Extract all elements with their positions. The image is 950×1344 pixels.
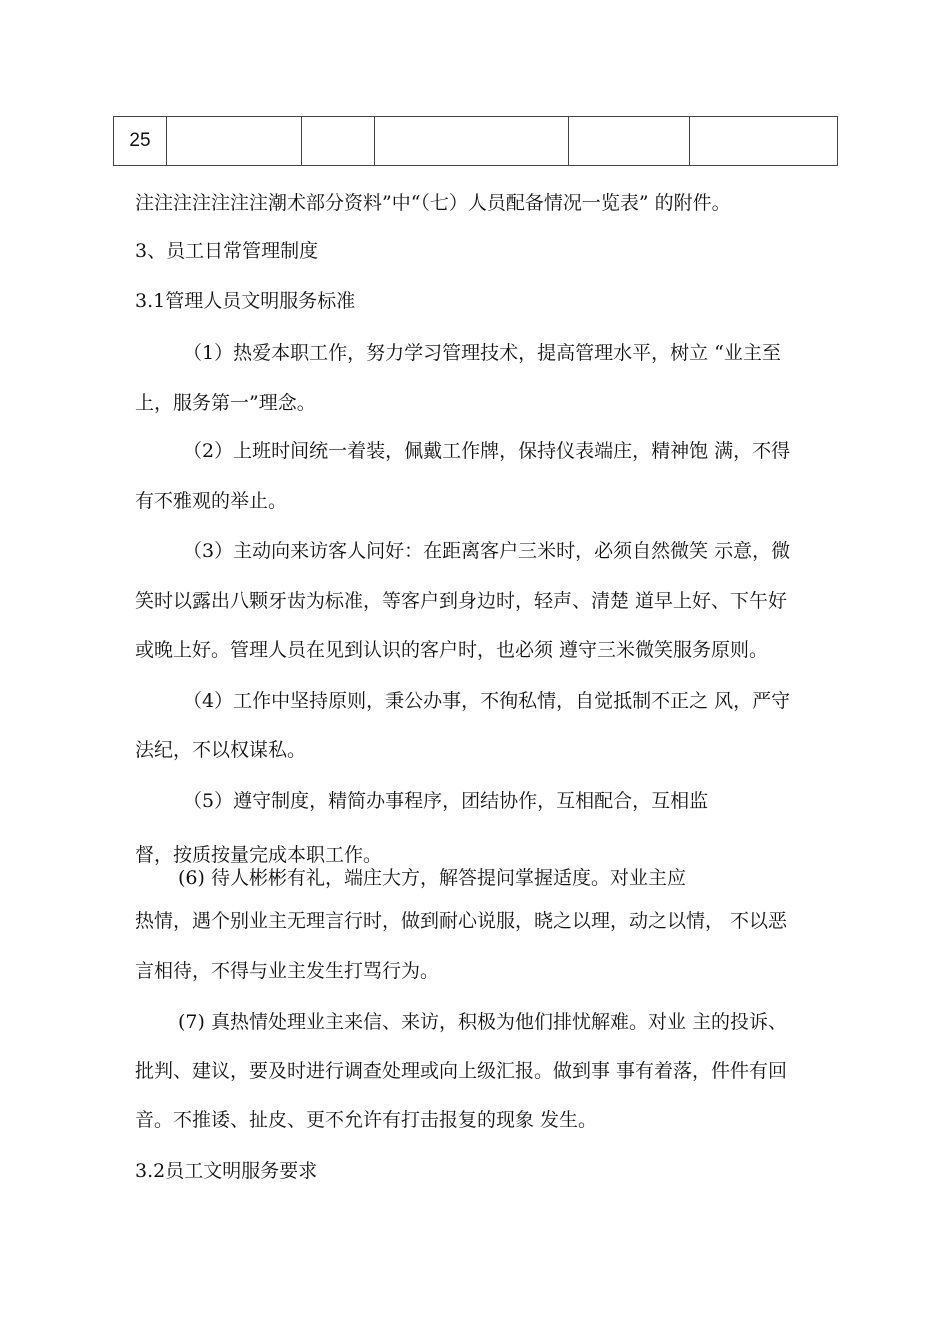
table-cell — [569, 117, 690, 165]
paragraph-line: 笑时以露出八颗牙齿为标准，等客户到身边时，轻声、清楚 道早上好、下午好 — [135, 590, 788, 612]
table-cell-number: 25 — [114, 117, 167, 165]
table-cell — [167, 117, 302, 165]
subsection-heading: 3.2员工文明服务要求 — [135, 1160, 318, 1182]
subsection-heading: 3.1管理人员文明服务标准 — [135, 290, 356, 312]
paragraph-line: （3）主动向来访客人问好：在距离客户三米时，必须自然微笑 示意，微 — [183, 540, 791, 562]
paragraph-line: 或晚上好。管理人员在见到认识的客户时，也必须 遵守三米微笑服务原则。 — [135, 639, 769, 661]
section-heading: 3、员工日常管理制度 — [135, 240, 319, 262]
paragraph-line: 热情，遇个别业主无理言行时，做到耐心说服，晓之以理，动之以情， 不以恶 — [135, 910, 788, 932]
table-cell — [302, 117, 375, 165]
paragraph-line: （1）热爱本职工作，努力学习管理技术，提高管理水平，树立 “业主至 — [183, 342, 781, 364]
paragraph-line: (7) 真热情处理业主来信、来访，积极为他们排忧解难。对业 主的投诉、 — [178, 1011, 787, 1033]
paragraph-line: 言相待，不得与业主发生打骂行为。 — [135, 960, 440, 982]
text-line: 注注注注注注注潮术部分资料”中“（七）人员配备情况一览表” 的附件。 — [135, 192, 731, 214]
table-row — [113, 116, 838, 166]
paragraph-line: （2）上班时间统一着装，佩戴工作牌，保持仪表端庄，精神饱 满，不得 — [183, 440, 791, 462]
table-cell — [375, 117, 569, 165]
paragraph-line: （4）工作中坚持原则，秉公办事，不徇私情，自觉抵制不正之 风，严守 — [183, 690, 791, 712]
table-cell — [690, 117, 837, 165]
paragraph-line: 法纪，不以权谋私。 — [135, 739, 307, 761]
paragraph-line: (6) 待人彬彬有礼，端庄大方，解答提问掌握适度。对业主应 — [178, 867, 686, 889]
paragraph-line: 有不雅观的举止。 — [135, 490, 288, 512]
paragraph-line: 音。不推诿、扯皮、更不允许有打击报复的现象 发生。 — [135, 1109, 598, 1131]
paragraph-line: 上，服务第一”理念。 — [135, 392, 316, 414]
paragraph-line: （5）遵守制度，精简办事程序，团结协作，互相配合，互相监 — [183, 790, 709, 812]
paragraph-line: 督，按质按量完成本职工作。 — [135, 844, 383, 866]
paragraph-line: 批判、建议，要及时进行调查处理或向上级汇报。做到事 事有着落，件件有回 — [135, 1060, 788, 1082]
